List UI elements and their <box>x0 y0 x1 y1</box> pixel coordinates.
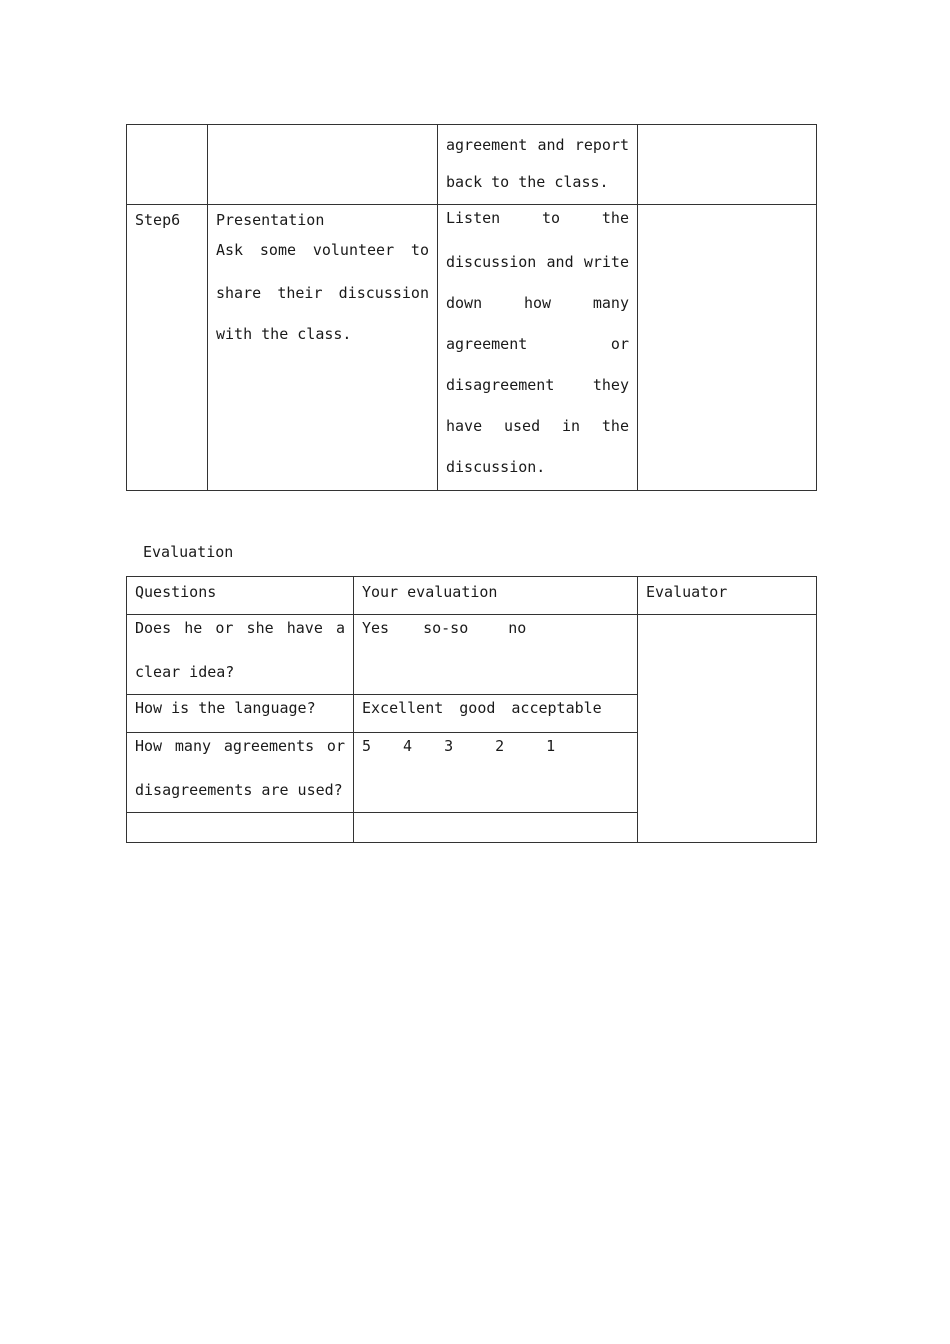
rating-option: acceptable <box>511 699 602 717</box>
table-row <box>127 205 817 491</box>
text-line: How is the language? <box>135 699 316 717</box>
rating-cell <box>354 813 638 843</box>
text-line: share their discussion <box>216 284 429 302</box>
rating-option: Excellent <box>362 699 444 717</box>
evaluation-table <box>126 576 817 843</box>
text-line: have used in the <box>446 417 629 435</box>
column-header: Questions <box>127 577 354 615</box>
activity-title: Presentation <box>216 211 325 229</box>
question-cell <box>127 695 354 733</box>
rating-option: no <box>508 619 527 637</box>
text-line: disagreements are used? <box>135 781 343 799</box>
text-line: discussion and write <box>446 253 629 271</box>
teacher-activity-cell <box>208 205 438 491</box>
text-line: agreement and report <box>446 136 629 154</box>
purpose-cell <box>638 125 817 205</box>
text-line: agreement or <box>446 335 629 353</box>
table-header-row <box>127 577 817 615</box>
evaluator-cell <box>638 615 817 843</box>
rating-cell <box>354 733 638 813</box>
text-line: back to the class. <box>446 173 609 191</box>
question-cell <box>127 813 354 843</box>
purpose-cell <box>638 205 817 491</box>
rating-option: 2 <box>495 737 505 755</box>
step-cell <box>127 205 208 491</box>
question-cell <box>127 733 354 813</box>
rating-option: Yes <box>362 619 390 637</box>
text-line: disagreement they <box>446 376 629 394</box>
question-cell <box>127 615 354 695</box>
text-line: with the class. <box>216 325 352 343</box>
rating-option: so-so <box>423 619 469 637</box>
student-activity-cell <box>438 125 638 205</box>
column-header: Your evaluation <box>354 577 638 615</box>
text-line: Ask some volunteer to <box>216 241 429 259</box>
table-row <box>127 615 817 695</box>
text-line: down how many <box>446 294 629 312</box>
rating-option: 3 <box>444 737 454 755</box>
rating-option: good <box>459 699 496 717</box>
rating-option: 4 <box>403 737 413 755</box>
table-row <box>127 125 817 205</box>
text-line: discussion. <box>446 458 546 476</box>
rating-cell <box>354 695 638 733</box>
teacher-activity-cell <box>208 125 438 205</box>
step-cell <box>127 125 208 205</box>
text-line: clear idea? <box>135 663 235 681</box>
text-line: Listen to the <box>446 209 629 227</box>
rating-option: 1 <box>546 737 556 755</box>
student-activity-cell <box>438 205 638 491</box>
section-title: Evaluation <box>143 543 234 561</box>
lesson-plan-table <box>126 124 817 491</box>
column-header: Evaluator <box>638 577 817 615</box>
rating-cell <box>354 615 638 695</box>
rating-option: 5 <box>362 737 372 755</box>
text-line: Does he or she have a <box>135 619 345 637</box>
step-label: Step6 <box>135 211 181 229</box>
text-line: How many agreements or <box>135 737 345 755</box>
